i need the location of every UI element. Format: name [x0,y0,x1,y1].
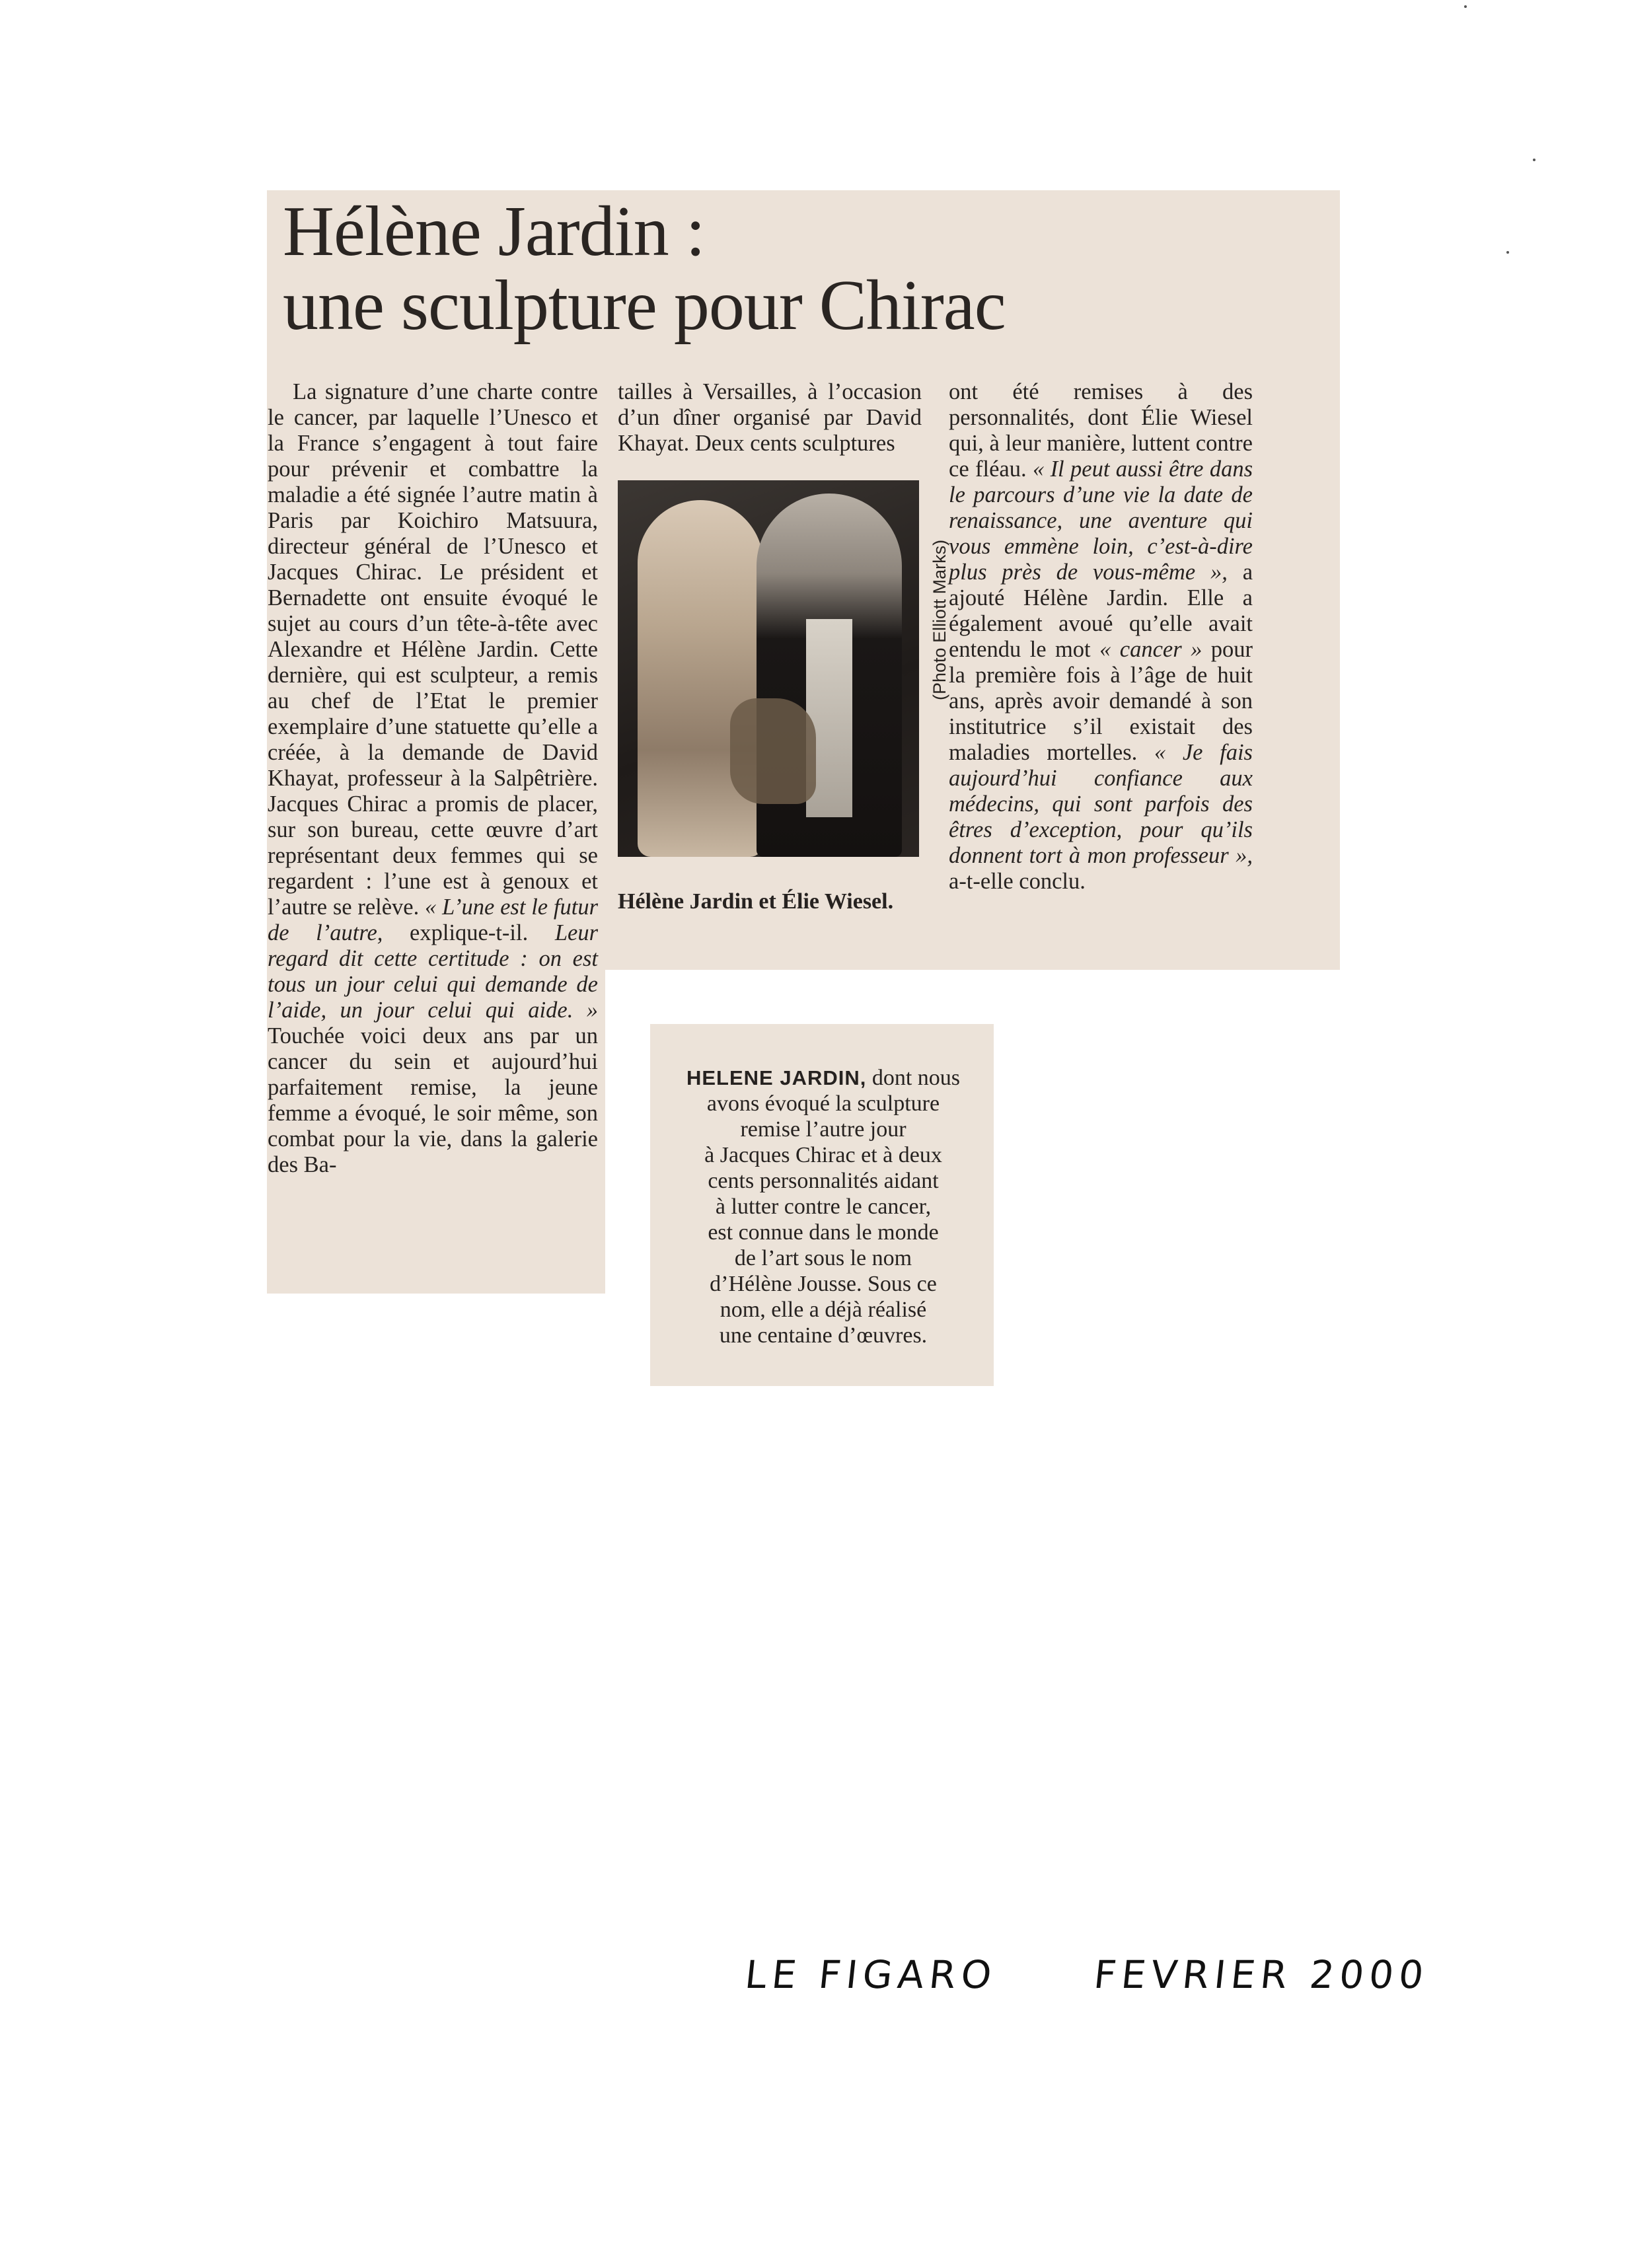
column-3-word: « cancer » [1099,637,1202,662]
column-3-text-2: a ajouté Hélène Jardin. Elle a également avoué qu’elle avait entendu le mot [949,560,1253,662]
handwritten-source: LE FIGARO [743,1952,1000,1997]
aside-line: de l’art sous le nom [734,1246,912,1270]
photo-figure-woman [638,500,763,857]
headline-line-2: une sculpture pour Chirac [283,266,1006,345]
column-3-text-3: pour la première fois à l’âge de huit ans, après avoir demandé à son institutrice s’il existait des maladies mortelles. [949,637,1253,765]
column-1-quote-1: « L’une est le futur de l’autre, [268,895,599,945]
column-1-text-2: explique-t-il. [410,920,529,945]
column-1-quote-2: Leur regard dit cette certitude : on est tous un jour celui qui demande de l’aide, un jour celui qui aide. » [268,920,599,1023]
aside-line: d’Hélène Jousse. Sous ce [710,1272,937,1296]
aside-line-text: dont nous [871,1066,961,1090]
scan-speck [1506,251,1509,254]
article-column-1 [268,379,598,1178]
aside-line: avons évoqué la sculpture [706,1091,940,1116]
aside-line: à Jacques Chirac et à deux [704,1143,942,1167]
aside-line: une centaine d’œuvres. [719,1323,928,1348]
aside-line: est connue dans le monde [708,1220,939,1245]
scan-speck [1464,5,1467,8]
aside-line: cents personnalités aidant [708,1169,939,1193]
column-3-text-4: a-t-elle conclu. [949,869,1086,894]
column-2-text: tailles à Versailles, à l’occasion d’un dîner organisé par David Khayat. Deux cents sculptures [618,379,922,456]
headline-line-1: Hélène Jardin : [283,192,705,271]
article-column-3 [949,379,1253,895]
handwritten-date: FEVRIER 2000 [1092,1952,1431,1997]
aside-lead: HELENE JARDIN, [686,1066,867,1089]
aside-line: nom, elle a déjà réalisé [720,1298,927,1322]
photo-caption: Hélène Jardin et Élie Wiesel. [618,889,894,914]
article-headline [283,192,1314,345]
aside-note [674,1065,973,1348]
scan-speck [1533,159,1536,161]
aside-line: à lutter contre le cancer, [715,1194,932,1219]
aside-line: remise l’autre jour [740,1117,906,1142]
aside-line-1 [674,1065,973,1091]
column-3-quote-2: « Je fais aujourd’hui confiance aux médecins, qui sont parfois des êtres d’exception, pour qu’ils donnent tort à mon professeur », [949,740,1253,868]
column-3-quote-1: « Il peut aussi être dans le parcours d’une vie la date de renaissance, une aventure qui vous emmène loin, c’est-à-dire plus près de vous-même », [949,457,1253,585]
column-1-paragraph: La signature d’une charte contre le cancer, par laquelle l’Unesco et la France s’engagent à tout faire pour prévenir et combattre la maladie a été signée l’autre matin à Paris par Koichiro Matsuura, directeur général de l’Unesco et Jacques Chirac. Le président et Bernadette ont ensuite évoqué le sujet au cours d’un tête-à-tête avec Alexandre et Hélène Jardin. Cette dernière, qui est sculpteur, a remis au chef de l’Etat le premier exemplaire d’une statuette qu’elle a créée, à la demande de David Khayat, professeur à la Salpêtrière. Jacques Chirac a promis de placer, sur son bureau, cette œuvre d’art représentant deux femmes qui se regardent : l’une est à genoux et l’autre se relève. [268,379,598,920]
photo-sculpture [730,698,816,804]
article-photo [618,480,919,857]
article-column-2 [618,379,922,457]
column-1-text-3: Touchée voici deux ans par un cancer du sein et aujourd’hui parfaitement remise, la jeune femme a évoqué, le soir même, son combat pour la vie, dans la galerie des Ba- [268,1023,598,1177]
photo-credit: (Photo Elliott Marks) [930,539,949,700]
column-3-text-1: ont été remises à des personnalités, dont Élie Wiesel qui, à leur manière, luttent contre ce fléau. [949,379,1253,482]
